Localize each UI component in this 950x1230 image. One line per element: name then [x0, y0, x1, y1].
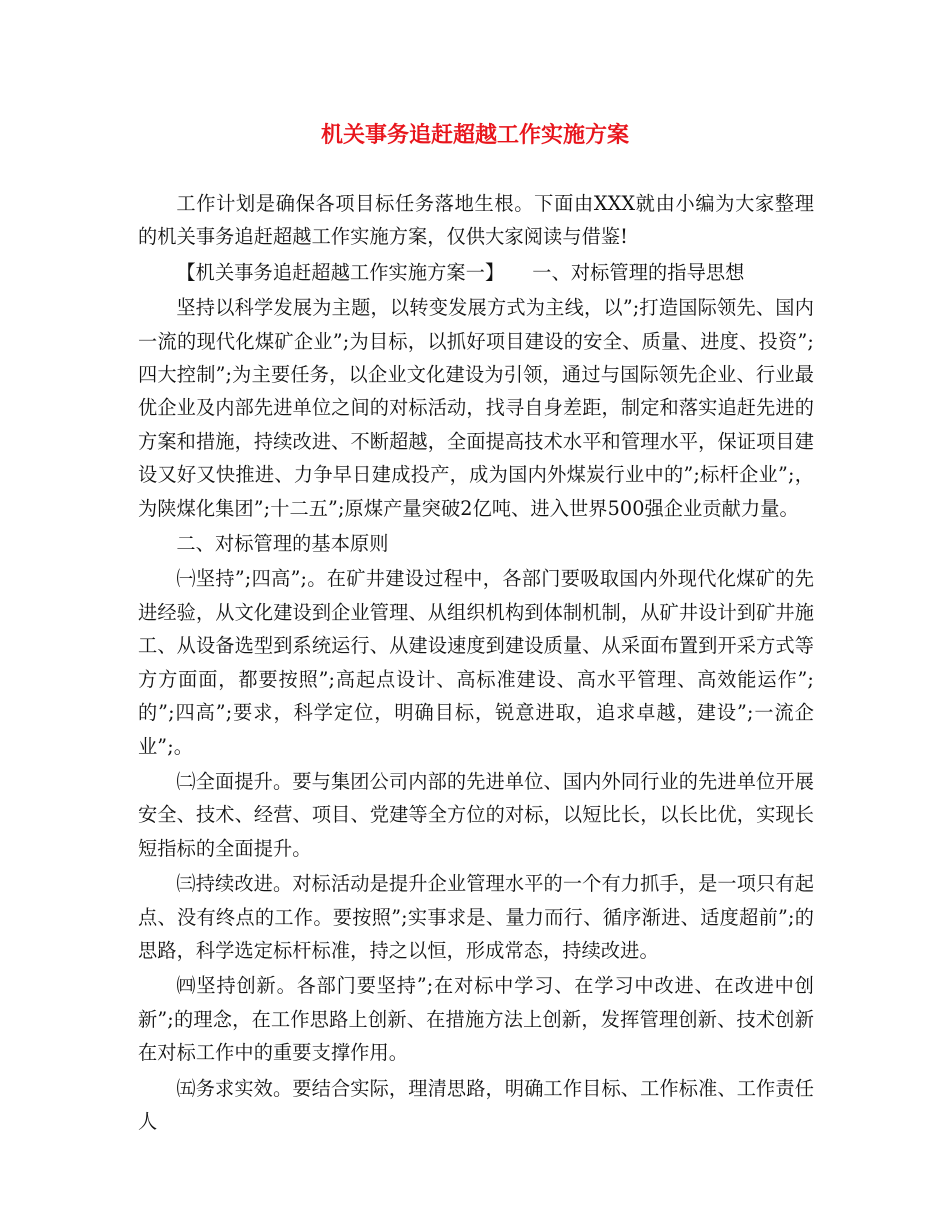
section1-paragraph: 坚持以科学发展为主题，以转变发展方式为主线，以”;打造国际领先、国内一流的现代化煤矿企业”;为目标，以抓好项目建设的安全、质量、进度、投资”;四大控制”;为主要任务，以企业文化建设为引领，通过与国际领先企业、行业最优企业及内部先进单位之间的对标活动，找寻自身差距，制定和落实追赶先进的方案和措施，持续改进、不断超越，全面提高技术水平和管理水平，保证项目建设又好又快推进、力争早日建成投产，成为国内外煤炭行业中的”;标杆企业”;，为陕煤化集团”;十二五”;原煤产量突破2亿吨、进入世界500强企业贡献力量。 — [138, 296, 814, 520]
principle-paragraph-2: ㈡全面提升。要与集团公司内部的先进单位、国内外同行业的先进单位开展安全、技术、经营、项目、党建等全方位的对标，以短比长，以长比优，实现长短指标的全面提升。 — [138, 769, 814, 860]
section2-heading: 二、对标管理的基本原则 — [176, 532, 389, 556]
plan-heading: 【机关事务追赶超越工作实施方案一】 — [176, 260, 505, 284]
principle-paragraph-1: ㈠坚持”;四高”;。在矿井建设过程中，各部门要吸取国内外现代化煤矿的先进经验，从文化建设到企业管理、从组织机构到体制机制，从矿井设计到矿井施工、从设备选型到系统运行、从建设速度到建设质量、从采面布置到开采方式等方方面面，都要按照”;高起点设计、高标准建设、高水平管理、高效能运作”;的”;四高”;要求，科学定位，明确目标，锐意进取，追求卓越，建设”;一流企业”;。 — [138, 567, 814, 758]
section1-heading: 一、对标管理的指导思想 — [532, 260, 745, 284]
document-title: 机关事务追赶超越工作实施方案 — [320, 122, 629, 148]
principle-paragraph-3: ㈢持续改进。对标活动是提升企业管理水平的一个有力抓手，是一项只有起点、没有终点的工作。要按照”;实事求是、量力而行、循序渐进、适度超前”;的思路，科学选定标杆标准，持之以恒，形成常态，持续改进。 — [138, 872, 814, 962]
plan-heading-line — [138, 256, 814, 289]
principle-paragraph-5: ㈤务求实效。要结合实际，理清思路，明确工作目标、工作标准、工作责任人 — [138, 1076, 814, 1133]
intro-paragraph: 工作计划是确保各项目标任务落地生根。下面由XXX就由小编为大家整理的机关事务追赶超越工作实施方案，仅供大家阅读与借鉴! — [138, 192, 814, 249]
document-body — [138, 187, 814, 1140]
principle-paragraph-4: ㈣坚持创新。各部门要坚持”;在对标中学习、在学习中改进、在改进中创新”;的理念，在工作思路上创新、在措施方法上创新，发挥管理创新、技术创新在对标工作中的重要支撑作用。 — [138, 974, 814, 1065]
